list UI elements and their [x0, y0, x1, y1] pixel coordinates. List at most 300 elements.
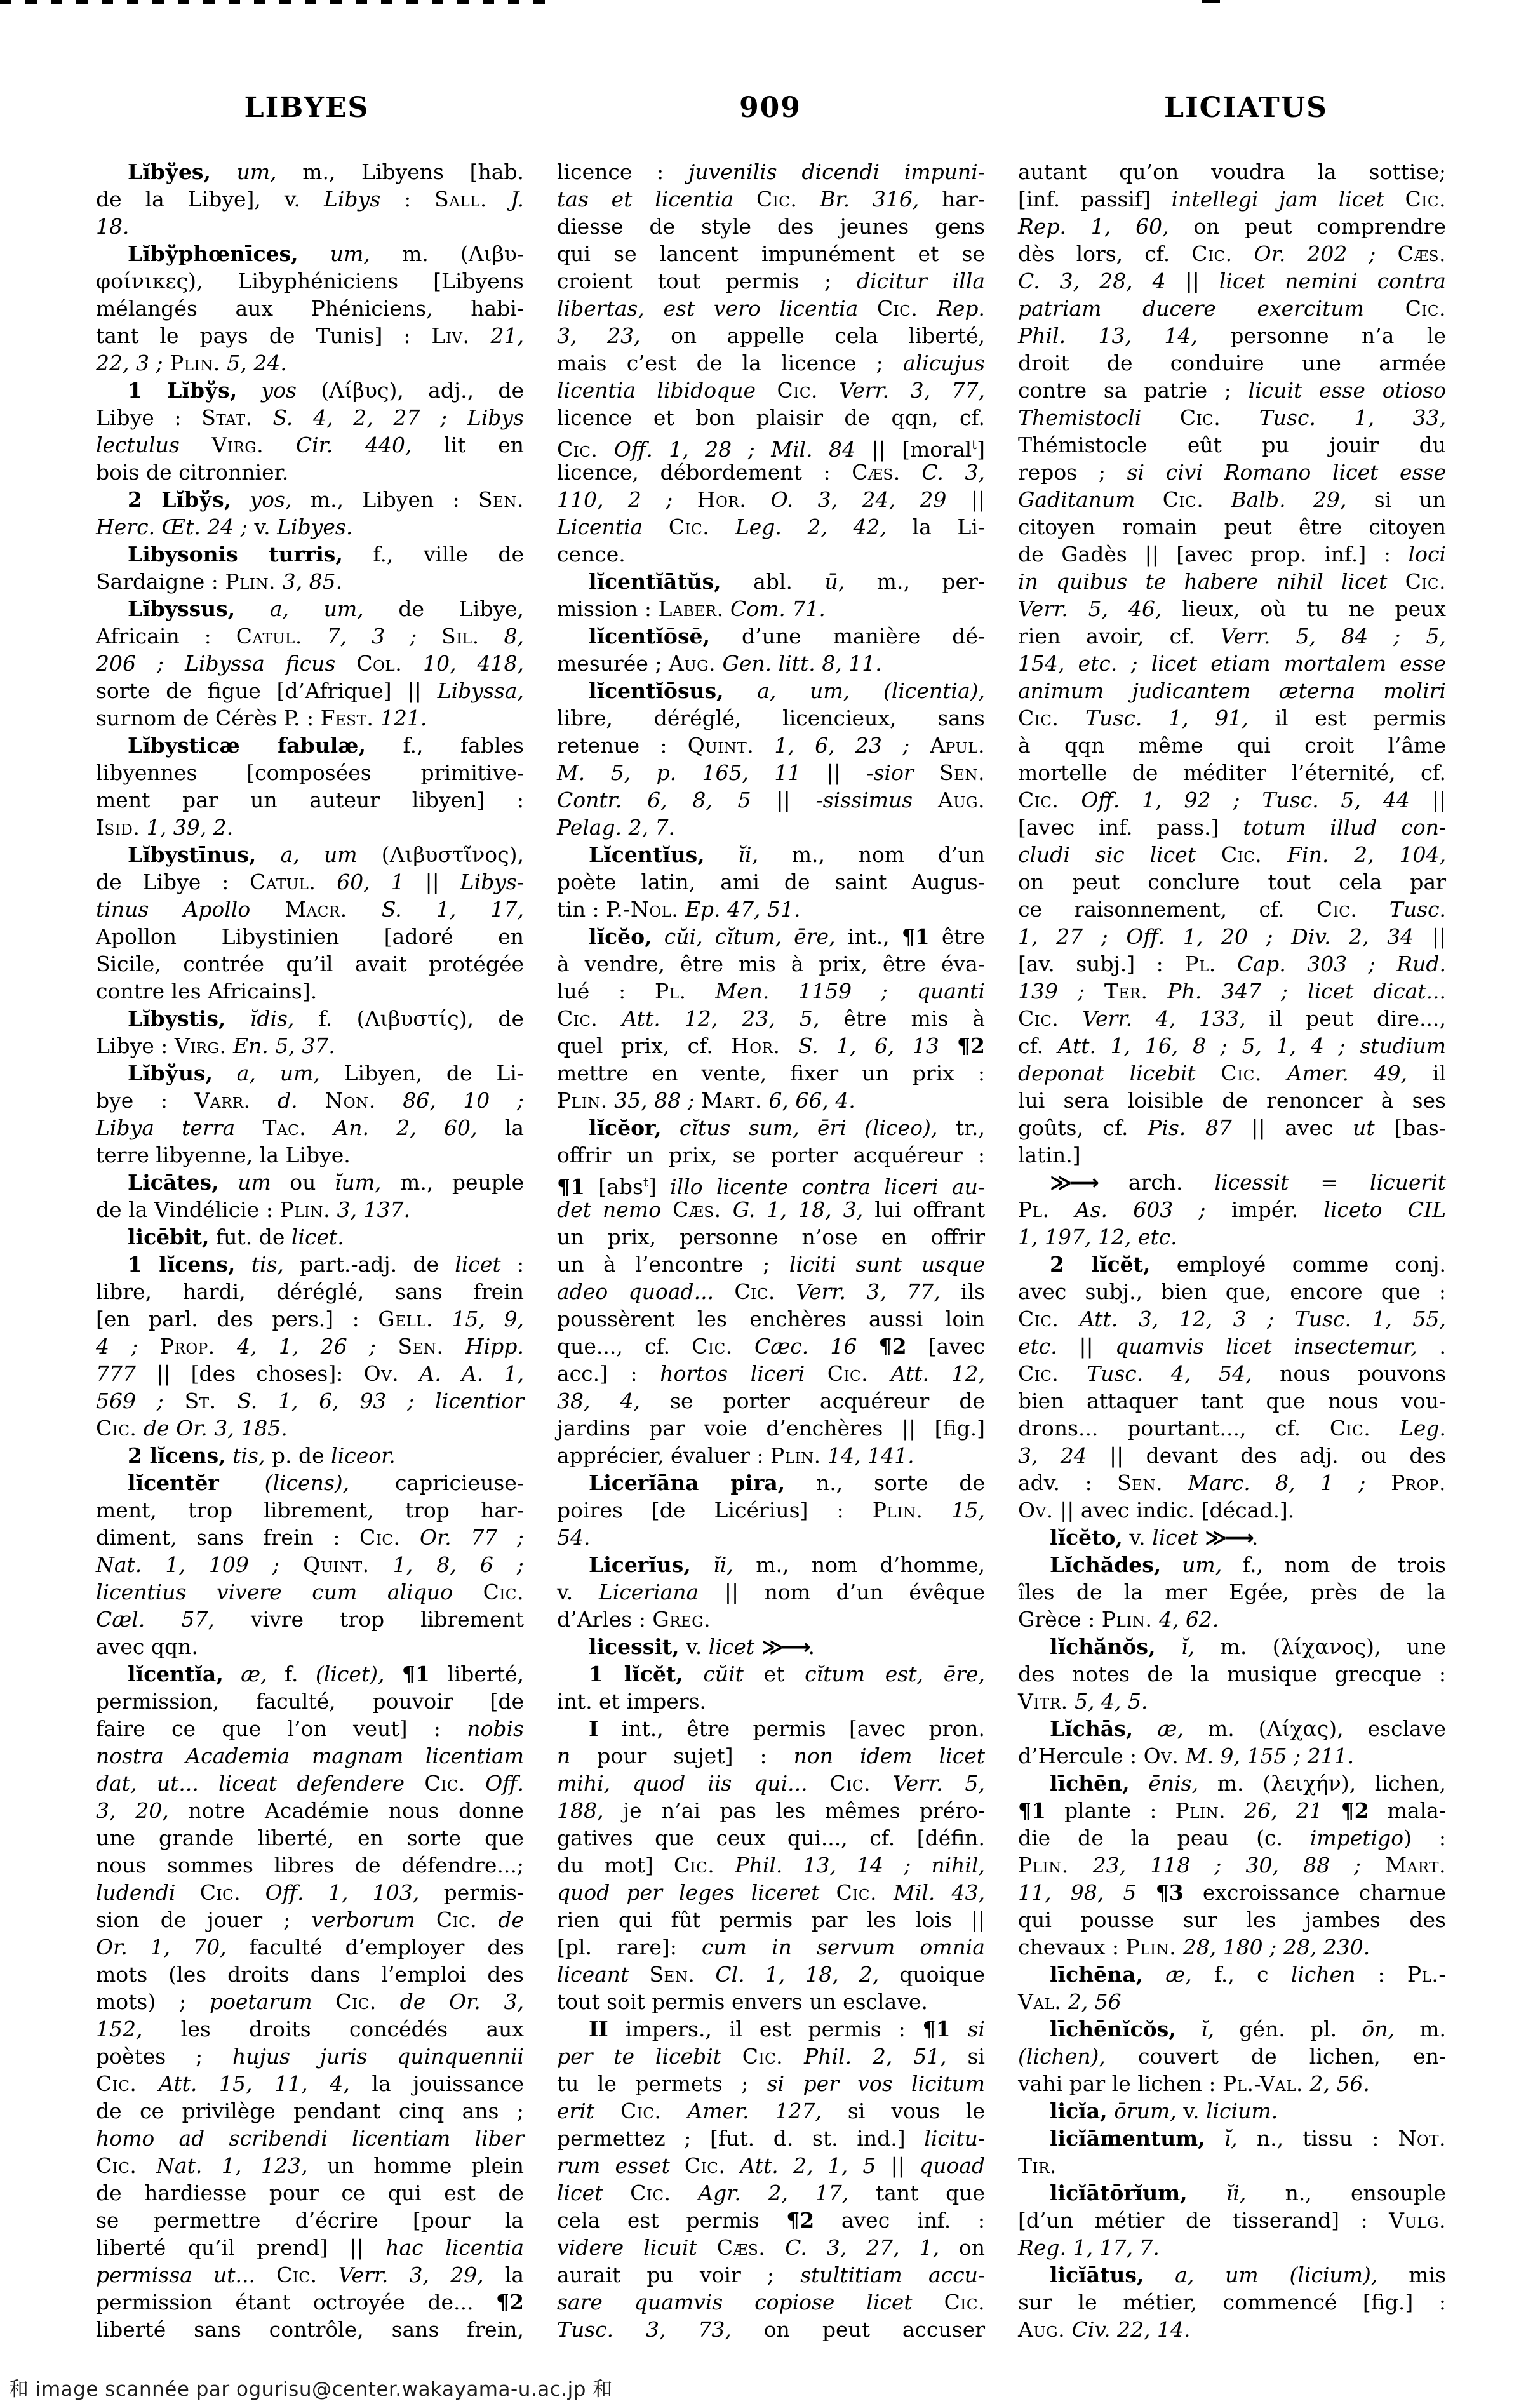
text-run: lichen	[1290, 1962, 1356, 1987]
text-run: ¶1	[401, 1662, 430, 1686]
text-run	[415, 1907, 436, 1932]
text-run: Cic.	[692, 1334, 733, 1359]
text-run: Cic.	[1316, 897, 1358, 922]
text-line	[1018, 568, 1446, 595]
text-run	[1383, 1197, 1408, 1222]
text-run: libre, hardi, déréglé, sans frein	[96, 1279, 524, 1304]
text-run: um	[218, 1170, 271, 1195]
text-line	[96, 1578, 524, 1606]
text-run: CIL	[1407, 1197, 1446, 1222]
text-run: Varr.	[194, 1088, 251, 1113]
text-line	[557, 1141, 985, 1169]
text-run: de Libye :	[96, 870, 250, 894]
text-run: Plin.	[1101, 1607, 1153, 1632]
text-run: Col.	[356, 651, 403, 676]
text-run	[939, 1033, 957, 1058]
text-run	[1273, 924, 1292, 949]
text-run: Gell.	[378, 1307, 433, 1331]
text-run: 1, 6, 23 ;	[754, 733, 910, 758]
text-run: Att. 12,	[868, 1361, 985, 1386]
text-run	[1141, 405, 1180, 430]
text-line	[557, 1770, 985, 1797]
text-run: licuit esse otioso	[1248, 378, 1446, 403]
text-line	[96, 2015, 524, 2043]
text-run: permission, faculté, pouvoir [de	[96, 1689, 524, 1714]
text-run: ||	[404, 870, 460, 894]
text-line	[96, 1524, 524, 1551]
text-run: æ,	[223, 1662, 267, 1686]
text-line	[557, 841, 985, 868]
text-run: lĭcentĭōsē,	[589, 624, 711, 649]
text-run: Rep.	[918, 296, 985, 321]
text-run: a, um,	[213, 1061, 320, 1085]
text-run: 1, 27 ;	[1018, 924, 1108, 949]
text-line	[96, 1114, 524, 1141]
text-run: Cl. 1, 18, 2,	[695, 1962, 880, 1987]
text-run: m., Libyens [hab.	[276, 159, 524, 184]
text-run: Mart.	[1385, 1853, 1446, 1878]
text-run: licet dicat...	[1308, 979, 1446, 1004]
text-run: mots (les droits dans l’emploi des	[96, 1962, 524, 1987]
text-line	[1018, 267, 1446, 295]
text-line	[1018, 1933, 1446, 1961]
text-line	[1018, 950, 1446, 978]
text-line	[1018, 1551, 1446, 1578]
text-run: ou	[271, 1170, 335, 1195]
text-line	[1018, 1196, 1446, 1223]
text-run: autant qu’on voudra la sottise;	[1018, 159, 1446, 184]
text-line	[557, 786, 985, 814]
text-run: φοίνικες), Libyphéniciens [Libyens	[96, 269, 524, 293]
text-run: gatives que ceux qui..., cf. [défin.	[557, 1825, 985, 1850]
text-line	[1018, 1387, 1446, 1415]
text-run: v.	[1122, 1525, 1153, 1550]
text-line	[96, 1797, 524, 1824]
text-run: Amer. 127,	[661, 2099, 822, 2123]
text-run: mission :	[557, 596, 659, 621]
text-line	[557, 486, 985, 513]
scan-artifact-top-dashes	[0, 0, 551, 4]
text-run: de ce privilège pendant cinq ans ;	[96, 2099, 524, 2123]
text-run: Cic.	[756, 187, 798, 212]
text-line	[557, 322, 985, 349]
text-run: ĭdis,	[225, 1006, 295, 1031]
text-run: Amer. 49,	[1261, 1061, 1408, 1085]
text-run: contre sa patrie ;	[1018, 378, 1249, 403]
text-run: permissa ut...	[96, 2262, 255, 2287]
text-run: ĭ,	[1155, 1634, 1195, 1659]
text-line	[557, 732, 985, 759]
text-run: Pis. 87	[1148, 1115, 1232, 1140]
text-run: ¶2	[786, 2208, 815, 2233]
text-run: faire ce que l’on veut] :	[96, 1716, 467, 1741]
text-line	[557, 1333, 985, 1360]
text-line	[1018, 1005, 1446, 1032]
text-run	[335, 651, 356, 676]
text-line	[557, 1961, 985, 1988]
text-run: Plin.	[770, 1443, 821, 1468]
text-run: m., nom d’homme,	[733, 1552, 985, 1577]
text-run: Cic.	[829, 1771, 871, 1796]
text-run: 777	[96, 1361, 136, 1386]
text-line	[557, 295, 985, 322]
text-run: lué :	[557, 979, 655, 1004]
text-run: poète latin, ami de saint Augus-	[557, 870, 985, 894]
text-run: Aug.	[1018, 2317, 1066, 2342]
text-run: Verr. 5, 84 ;	[1220, 624, 1401, 649]
text-run: qui se lancent impunément et se	[557, 241, 985, 266]
text-run: Sen.	[649, 1962, 695, 1987]
text-run	[405, 1771, 424, 1796]
text-run: 110, 2 ;	[557, 487, 673, 512]
text-line	[96, 1879, 524, 1906]
text-run: aurait pu voir ;	[557, 2262, 801, 2287]
text-line	[557, 896, 985, 923]
text-run: lĭcentĭa,	[128, 1662, 224, 1686]
text-run: nostra Academia magnam licentiam	[96, 1744, 524, 1768]
text-line	[557, 1797, 985, 1824]
text-run: Phil. 2, 51,	[783, 2044, 947, 2069]
text-run	[695, 1088, 702, 1113]
text-line	[96, 2070, 524, 2097]
text-run: v.	[557, 1580, 599, 1604]
text-run: ēnis,	[1129, 1771, 1199, 1796]
text-run: repos ;	[1018, 460, 1127, 485]
text-run: Off. 1, 28 ;	[598, 437, 755, 462]
text-run: licence et bon plaisir de qqn, cf.	[557, 405, 985, 430]
text-run	[819, 1880, 836, 1905]
text-run: un à l’encontre ;	[557, 1252, 789, 1277]
text-run: avec inf. :	[814, 2208, 985, 2233]
text-line	[1018, 1223, 1446, 1251]
text-run: cum in servum omnia	[701, 1935, 985, 1959]
text-run: 7, 3 ;	[302, 624, 417, 649]
text-line	[1018, 732, 1446, 759]
text-line	[96, 1824, 524, 1852]
text-run: [bas-	[1374, 1115, 1446, 1140]
text-run: Cæc. 16	[732, 1334, 857, 1359]
text-line	[1018, 1852, 1446, 1879]
text-line	[1018, 1087, 1446, 1114]
text-run: licessit,	[589, 1634, 680, 1659]
text-run: æ,	[1143, 1962, 1192, 1987]
text-run: Cir. 440,	[264, 433, 412, 457]
remark-arrow-icon: ≫⟶	[1205, 1525, 1252, 1550]
text-run: croient tout permis ;	[557, 269, 857, 293]
text-run: tin :	[557, 897, 606, 922]
text-line	[96, 704, 524, 732]
text-run: Greg.	[652, 1607, 711, 1632]
text-line	[1018, 1442, 1446, 1469]
text-run: abl.	[721, 569, 825, 594]
text-line	[96, 1442, 524, 1469]
text-run: ¶1	[901, 924, 930, 949]
text-run	[279, 1552, 303, 1577]
text-line	[96, 1005, 524, 1032]
text-run	[1198, 1525, 1205, 1550]
text-line	[96, 185, 524, 213]
text-run: 1 lĭcens,	[128, 1252, 236, 1277]
text-run	[1384, 187, 1405, 212]
text-run	[1274, 1307, 1295, 1331]
text-line	[96, 1961, 524, 1988]
text-run: || [des choses]:	[136, 1361, 364, 1386]
text-run: loci	[1408, 542, 1446, 567]
dictionary-column-1	[96, 158, 524, 2343]
text-run: Grèce :	[1018, 1607, 1102, 1632]
text-run: Att. 12, 23, 5,	[598, 1006, 820, 1031]
text-run: Cic.	[1191, 241, 1233, 266]
text-run: Licerĭus,	[589, 1552, 691, 1577]
text-run: Phil. 13, 14 ;	[714, 1853, 911, 1878]
text-run: ĭi,	[690, 1552, 733, 1577]
text-run	[756, 378, 777, 403]
text-run: =	[1289, 1170, 1370, 1195]
text-run	[673, 487, 697, 512]
text-run: G. 1, 18, 3,	[721, 1197, 864, 1222]
text-run	[721, 2044, 742, 2069]
text-line	[557, 2015, 985, 2043]
text-run	[164, 1388, 185, 1413]
text-line	[557, 704, 985, 732]
text-run: Quint.	[303, 1552, 370, 1577]
text-run: Cæs.	[852, 460, 901, 485]
text-line	[1018, 541, 1446, 568]
text-line	[96, 2288, 524, 2316]
text-run: [pl. rare]:	[557, 1935, 702, 1959]
text-run: 60, 1	[316, 870, 405, 894]
text-line	[1018, 1141, 1446, 1169]
text-run: poussèrent les enchères aussi loin	[557, 1307, 985, 1331]
text-run	[164, 651, 185, 676]
text-run: Aug.	[937, 788, 986, 812]
text-line	[96, 1852, 524, 1879]
text-run: Vulg.	[1389, 2208, 1446, 2233]
text-run: 3, 23,	[557, 323, 641, 348]
text-line	[557, 1114, 985, 1141]
text-run: Sall.	[434, 187, 487, 212]
text-run: liciti sunt usque	[789, 1252, 985, 1277]
text-line	[96, 295, 524, 322]
text-run	[888, 979, 917, 1004]
text-run: de Or. 3, 185.	[137, 1416, 288, 1441]
text-run: cĭtus sum, ēri (liceo),	[661, 1115, 938, 1140]
text-run: lĭchănŏs,	[1050, 1634, 1156, 1659]
text-run: Mil. 43,	[876, 1880, 985, 1905]
text-run: Cic.	[483, 1580, 525, 1604]
text-run: Tir.	[1018, 2153, 1057, 2178]
text-line	[1018, 1305, 1446, 1333]
text-run: licĭātus,	[1050, 2262, 1144, 2287]
text-run: Cic.	[1018, 706, 1059, 730]
text-run: impetigo	[1309, 1825, 1404, 1850]
text-line	[1018, 978, 1446, 1005]
text-run: Plin.	[170, 351, 220, 375]
text-run: f., ville de	[342, 542, 524, 567]
text-run: libre, déréglé, licencieux, sans	[557, 706, 985, 730]
text-run: si per vos licitum	[767, 2071, 985, 2096]
text-run: 4, 1, 26 ;	[215, 1334, 377, 1359]
scanner-watermark: 和 image scannée par ogurisu@center.wakayama-u.ac.jp 和	[9, 2378, 613, 2401]
text-run: 4 ;	[96, 1334, 138, 1359]
text-run: mihi, quod iis qui...	[557, 1771, 808, 1796]
text-run: 15, 9,	[432, 1307, 524, 1331]
text-run: Non.	[325, 1088, 376, 1113]
text-run: 5,	[1426, 624, 1446, 649]
text-line	[557, 1988, 985, 2015]
text-line	[557, 1906, 985, 1933]
text-run: C. 3, 27, 1,	[765, 2235, 939, 2260]
text-run	[1138, 651, 1151, 676]
scan-artifact-top-mark	[1202, 0, 1220, 3]
text-line	[96, 896, 524, 923]
text-line	[96, 1251, 524, 1278]
text-line	[557, 568, 985, 595]
remark-arrow-icon: ≫⟶	[1050, 1170, 1097, 1195]
text-run: licence :	[557, 159, 689, 184]
text-run	[1085, 979, 1104, 1004]
text-line	[557, 978, 985, 1005]
text-run: n., sorte de	[785, 1470, 985, 1495]
text-run: ||	[751, 788, 816, 812]
text-run: 1 Lĭbўs,	[128, 378, 238, 403]
text-run: Tusc. 1, 55,	[1294, 1307, 1446, 1331]
text-line	[96, 213, 524, 240]
text-run: tas et licentia	[557, 187, 734, 212]
text-run: M. 5, p. 165, 11	[557, 760, 801, 785]
text-run: d’Arles :	[557, 1607, 653, 1632]
text-run: Fin. 2, 104,	[1262, 842, 1446, 867]
text-run: 28, 180 ;	[1176, 1935, 1277, 1959]
dictionary-column-2	[557, 158, 985, 2343]
text-run: ¶1	[557, 1174, 585, 1199]
text-run: Ov.	[1143, 1744, 1179, 1768]
text-run: Libye :	[96, 405, 202, 430]
text-run: sorte de figue [d’Afrique] ||	[96, 678, 438, 703]
text-run: tant que	[848, 2181, 986, 2205]
text-run: a, um	[256, 842, 358, 867]
text-run: 35, 88 ;	[607, 1088, 695, 1113]
text-run: Div. 2, 34	[1291, 924, 1414, 949]
text-run: 5, 4, 5.	[1068, 1689, 1148, 1714]
text-run: de hardiesse pour ce qui est de	[96, 2181, 524, 2205]
text-run: -sior	[866, 760, 914, 785]
text-run: Off. 1, 20 ;	[1126, 924, 1273, 949]
text-run: Cic.	[668, 514, 710, 539]
text-run: || avec indic. [décad.].	[1053, 1498, 1295, 1522]
text-line	[96, 1742, 524, 1770]
text-line	[1018, 2207, 1446, 2234]
text-run: 154, etc. ;	[1018, 651, 1138, 676]
text-line	[557, 1852, 985, 1879]
text-run: II	[589, 2017, 608, 2041]
text-run: m. (λειχήν), lichen,	[1198, 1771, 1446, 1796]
text-line	[96, 1469, 524, 1496]
text-run: Verr. 3, 77,	[775, 1279, 941, 1304]
text-run: [avec	[906, 1334, 985, 1359]
text-run: Tusc. 4, 54,	[1059, 1361, 1252, 1386]
text-run	[1301, 1744, 1308, 1768]
text-line	[1018, 513, 1446, 541]
text-run: v.	[679, 1634, 709, 1659]
text-run: Cic.	[436, 1907, 478, 1932]
text-run: Cic.	[1162, 487, 1204, 512]
text-run: rien qui fût permis par les lois ||	[557, 1907, 985, 1932]
text-run: A. A. 1,	[399, 1361, 524, 1386]
text-run: int., être permis [avec pron.	[598, 1716, 985, 1741]
text-run	[951, 2017, 968, 2041]
text-run: être	[929, 924, 986, 949]
text-run: on appelle cela liberté,	[640, 323, 985, 348]
text-run: du mot]	[557, 1853, 674, 1878]
text-run: Cic.	[1221, 1061, 1262, 1085]
text-run: Off. 1, 92 ;	[1059, 788, 1240, 812]
text-run: ĭi,	[1187, 2181, 1247, 2205]
text-run: C. 3, 28, 4	[1018, 269, 1166, 293]
text-line	[557, 1223, 985, 1251]
text-run: [av. subj.] :	[1018, 951, 1185, 976]
text-run: gén. pl.	[1214, 2017, 1362, 2041]
text-run: Reg. 1, 17, 7.	[1018, 2235, 1160, 2260]
text-run: Cic.	[1179, 405, 1221, 430]
text-line	[96, 677, 524, 704]
text-run: Gaditanum	[1018, 487, 1135, 512]
text-line	[1018, 1879, 1446, 1906]
text-run: 1 lĭcĕt,	[589, 1662, 683, 1686]
text-line	[557, 1824, 985, 1852]
text-line	[1018, 814, 1446, 841]
text-run: quoique	[879, 1962, 985, 1987]
text-run: Cic.	[96, 2153, 137, 2178]
text-run: || avec	[1231, 1115, 1353, 1140]
text-line	[1018, 2125, 1446, 2152]
text-run: ludendi	[96, 1880, 176, 1905]
text-run: faculté d’employer des	[226, 1935, 524, 1959]
text-run	[754, 1634, 761, 1659]
text-run: permis-	[419, 1880, 525, 1905]
text-run: un homme plein	[307, 2153, 524, 2178]
dictionary-column-3	[1018, 158, 1446, 2343]
text-run: permission étant octroyée de...	[96, 2290, 497, 2315]
text-run: Or. 77 ;	[400, 1525, 524, 1550]
text-line	[1018, 896, 1446, 923]
text-run: Contr. 6, 8, 5	[557, 788, 751, 812]
text-run: sion de jouer ;	[96, 1907, 312, 1932]
text-line	[557, 1469, 985, 1496]
text-run: Libya terra	[96, 1115, 236, 1140]
text-run: Cic.	[944, 2290, 985, 2315]
text-run: tis,	[225, 1443, 265, 1468]
text-line	[96, 2043, 524, 2070]
text-run: cludi sic licet	[1018, 842, 1196, 867]
text-run: adeo quoad...	[557, 1279, 714, 1304]
text-line	[557, 2316, 985, 2343]
text-run: int.,	[835, 924, 902, 949]
text-run: intellegi jam licet	[1171, 187, 1385, 212]
text-run: Themistocli	[1018, 405, 1142, 430]
text-run: quoad	[919, 2153, 986, 2178]
text-line	[96, 486, 524, 513]
text-line	[96, 1196, 524, 1223]
text-line	[1018, 868, 1446, 896]
text-line	[1018, 841, 1446, 868]
text-line	[1018, 2288, 1446, 2316]
text-run: licet	[455, 1252, 501, 1277]
text-run: pour sujet] :	[570, 1744, 794, 1768]
text-run: Cic.	[96, 1416, 137, 1441]
text-run: licēbit,	[128, 1225, 210, 1249]
text-line	[96, 1032, 524, 1059]
